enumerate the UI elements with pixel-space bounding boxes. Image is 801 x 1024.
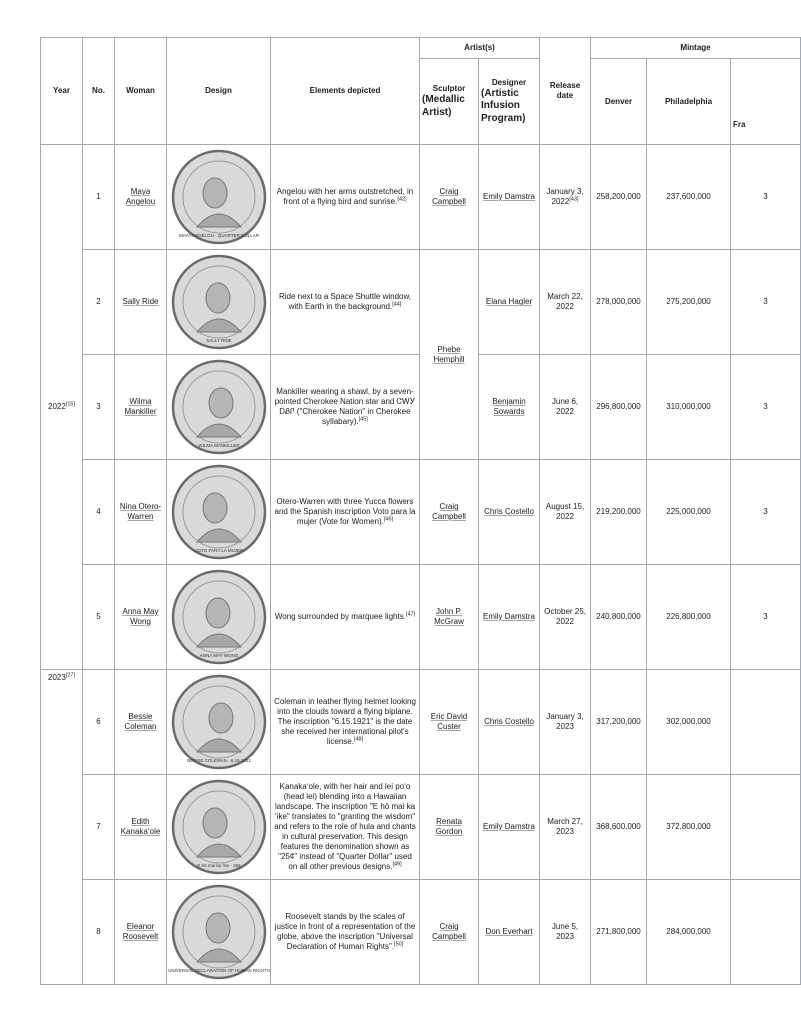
third-mint-mintage: 3 xyxy=(731,355,801,460)
coin-portrait xyxy=(206,283,230,313)
woman-cell xyxy=(115,775,167,880)
designer-cell xyxy=(479,355,540,460)
quarter-coin-image xyxy=(171,149,267,245)
header-third-mint: Fra xyxy=(731,59,801,145)
quarter-coin-image xyxy=(171,674,267,770)
header-elements: Elements depicted xyxy=(271,38,420,145)
design-cell[interactable] xyxy=(167,145,271,250)
designer-link[interactable]: Emily Damstra xyxy=(483,612,536,621)
designer-link[interactable]: Emily Damstra xyxy=(483,822,536,831)
table-row xyxy=(41,775,801,880)
header-number: No. xyxy=(83,38,115,145)
designer-cell xyxy=(479,460,540,565)
elements-text: Roosevelt stands by the scales of justice in front of a representation of the globe, above the inscription "Universal Declaration of Human Rights". xyxy=(274,912,416,951)
elements-ref[interactable]: [48] xyxy=(353,736,364,743)
woman-cell xyxy=(115,250,167,355)
header-sculptor-sub: (Medallic Artist) xyxy=(422,94,465,118)
third-mint-mintage xyxy=(731,670,801,775)
third-mint-mintage xyxy=(731,775,801,880)
designer-cell xyxy=(479,250,540,355)
design-cell[interactable] xyxy=(167,670,271,775)
woman-cell xyxy=(115,880,167,985)
denver-mintage: 296,800,000 xyxy=(591,355,647,460)
year-label: 2022 xyxy=(48,402,66,411)
sculptor-cell xyxy=(420,565,479,670)
elements-text: Angelou with her arms outstretched, in front of a flying bird and sunrise. xyxy=(276,187,414,206)
coin-portrait xyxy=(209,703,233,733)
sculptor-cell-shared xyxy=(420,250,479,460)
third-mint-mintage: 3 xyxy=(731,145,801,250)
coin-inscription: E hō mai ka ʻike · 25¢ xyxy=(196,863,241,868)
table-row xyxy=(41,460,801,565)
elements-cell xyxy=(271,460,420,565)
coin-number: 8 xyxy=(83,880,115,985)
woman-cell xyxy=(115,565,167,670)
coin-inscription: SALLY RIDE xyxy=(205,338,232,343)
header-woman: Woman xyxy=(115,38,167,145)
elements-ref[interactable]: [47] xyxy=(405,611,416,618)
designer-link[interactable]: Don Everhart xyxy=(485,927,533,936)
woman-link[interactable]: Eleanor Roosevelt xyxy=(122,922,159,941)
coin-number: 3 xyxy=(83,355,115,460)
coin-inscription: VOTO PARA LA MUJER xyxy=(194,548,243,553)
designer-cell xyxy=(479,565,540,670)
woman-cell xyxy=(115,460,167,565)
table-row xyxy=(41,880,801,985)
designer-link[interactable]: Benjamin Sowards xyxy=(492,397,526,416)
coin-portrait xyxy=(203,178,227,208)
release-cell xyxy=(540,880,591,985)
header-sculptor xyxy=(420,59,479,145)
philadelphia-mintage: 275,200,000 xyxy=(647,250,731,355)
woman-cell xyxy=(115,145,167,250)
quarter-coin-image xyxy=(171,569,267,665)
coin-inscription: UNIVERSAL DECLARATION OF HUMAN RIGHTS xyxy=(167,968,270,973)
elements-cell xyxy=(271,250,420,355)
denver-mintage: 258,200,000 xyxy=(591,145,647,250)
sculptor-cell xyxy=(420,145,479,250)
coin-number: 2 xyxy=(83,250,115,355)
american-women-quarters-table xyxy=(40,37,801,985)
sculptor-cell xyxy=(420,670,479,775)
designer-link[interactable]: Emily Damstra xyxy=(483,192,536,201)
elements-text: Otero-Warren with three Yucca flowers and the Spanish inscription Voto para la mujer (Vote for Women). xyxy=(274,497,416,526)
elements-text: Coleman in leather flying helmet looking into the clouds toward a flying biplane. The inscription "6.15.1921" is the date she received her international pilot's license. xyxy=(274,697,416,746)
sculptor-link[interactable]: Craig Campbell xyxy=(432,922,466,941)
third-mint-mintage: 3 xyxy=(731,460,801,565)
release-date: June 6, 2022 xyxy=(551,397,579,416)
coin-number: 7 xyxy=(83,775,115,880)
designer-link[interactable]: Elana Hagler xyxy=(485,297,533,306)
quarter-coin-image xyxy=(171,359,267,455)
header-year: Year xyxy=(41,38,83,145)
sculptor-link[interactable]: John P. McGraw xyxy=(434,607,464,626)
sculptor-link[interactable]: Phebe Hemphill xyxy=(433,344,465,364)
philadelphia-mintage: 310,000,000 xyxy=(647,355,731,460)
third-mint-mintage: 3 xyxy=(731,250,801,355)
design-cell[interactable] xyxy=(167,565,271,670)
coin-portrait xyxy=(206,913,230,943)
designer-cell xyxy=(479,670,540,775)
woman-link[interactable]: Anna May Wong xyxy=(122,607,159,626)
release-date: January 3, 2023 xyxy=(546,712,584,731)
denver-mintage: 278,000,000 xyxy=(591,250,647,355)
release-cell xyxy=(540,460,591,565)
table-viewport xyxy=(40,37,768,973)
sculptor-link[interactable]: Craig Campbell xyxy=(432,187,466,206)
table-row xyxy=(41,565,801,670)
year-cell-2023 xyxy=(41,670,83,985)
quarter-coin-image xyxy=(171,254,267,350)
sculptor-link[interactable]: Craig Campbell xyxy=(432,502,466,521)
elements-text: Wong surrounded by marquee lights. xyxy=(274,612,406,621)
elements-ref[interactable]: [45] xyxy=(358,416,368,423)
elements-cell xyxy=(271,565,420,670)
denver-mintage: 219,200,000 xyxy=(591,460,647,565)
woman-cell xyxy=(115,670,167,775)
coin-inscription: MAYA ANGELOU · QUARTER DOLLAR xyxy=(178,233,259,238)
woman-link[interactable]: Wilma Mankiller xyxy=(124,397,157,416)
release-date: August 15, 2022 xyxy=(545,502,585,521)
woman-link[interactable]: Edith Kanakaʻole xyxy=(120,817,161,836)
elements-cell xyxy=(271,775,420,880)
coin-inscription: BESSIE COLEMAN · 6.15.1921 xyxy=(186,758,251,763)
elements-ref[interactable]: [49] xyxy=(392,861,402,868)
woman-link[interactable]: Bessie Coleman xyxy=(124,712,157,731)
quarter-coin-image xyxy=(167,884,270,980)
header-mintage: Mintage xyxy=(591,38,801,59)
philadelphia-mintage: 226,800,000 xyxy=(647,565,731,670)
designer-cell xyxy=(479,775,540,880)
elements-ref[interactable]: [42] xyxy=(397,196,407,203)
coin-portrait xyxy=(206,598,230,628)
third-mint-mintage xyxy=(731,880,801,985)
release-ref[interactable]: [43] xyxy=(569,196,579,203)
header-design: Design xyxy=(167,38,271,145)
designer-cell xyxy=(479,880,540,985)
woman-link[interactable]: Maya Angelou xyxy=(125,187,156,206)
elements-ref[interactable]: [46] xyxy=(383,516,394,523)
release-cell xyxy=(540,145,591,250)
denver-mintage: 368,600,000 xyxy=(591,775,647,880)
table-row xyxy=(41,670,801,775)
sculptor-link[interactable]: Renata Gordon xyxy=(435,817,463,836)
header-designer-label: Designer xyxy=(491,77,527,87)
elements-cell xyxy=(271,670,420,775)
release-date: March 27, 2023 xyxy=(547,817,583,836)
design-cell[interactable] xyxy=(167,250,271,355)
sculptor-cell xyxy=(420,880,479,985)
elements-text: Mankiller wearing a shawl, by a seven-pointed Cherokee Nation star and ᏣᎳᎩ ᎠᏰᎵ ("Cherokee Nation" in Cherokee syllabary). xyxy=(274,387,416,426)
design-cell[interactable] xyxy=(167,460,271,565)
elements-text: Kanakaʻole, with her hair and lei poʻo (head lei) blending into a Hawaiian landscape. The inscription "E hō mai ka ʻike" translates to "granting the wisdom" and refers to the role of hula and chants in cultural preservation. This design features the denomination shown as "25¢" instead of "Quarter Dollar" used on all other previous designs. xyxy=(274,782,416,871)
elements-ref[interactable]: [50] xyxy=(394,941,404,948)
table-body xyxy=(41,145,801,985)
philadelphia-mintage: 372,800,000 xyxy=(647,775,731,880)
philadelphia-mintage: 225,000,000 xyxy=(647,460,731,565)
elements-cell xyxy=(271,880,420,985)
header-artists: Artist(s) xyxy=(420,38,540,59)
release-date: June 5, 2023 xyxy=(551,922,579,941)
woman-cell xyxy=(115,355,167,460)
denver-mintage: 271,800,000 xyxy=(591,880,647,985)
header-sculptor-label: Sculptor xyxy=(432,84,466,93)
table-row xyxy=(41,145,801,250)
quarter-coin-image xyxy=(171,779,267,875)
woman-link[interactable]: Nina Otero-Warren xyxy=(119,502,162,521)
year-ref[interactable]: [15] xyxy=(65,401,75,408)
release-cell xyxy=(540,355,591,460)
design-cell[interactable] xyxy=(167,775,271,880)
release-cell xyxy=(540,670,591,775)
philadelphia-mintage: 237,600,000 xyxy=(647,145,731,250)
designer-link[interactable]: Chris Costello xyxy=(484,717,534,726)
release-cell xyxy=(540,565,591,670)
coin-number: 4 xyxy=(83,460,115,565)
elements-text: Ride next to a Space Shuttle window, with Earth in the background. xyxy=(278,292,412,311)
sculptor-cell xyxy=(420,775,479,880)
year-ref[interactable]: [27] xyxy=(65,672,75,679)
quarter-coin-image xyxy=(171,464,267,560)
coin-inscription: ANNA MAY WONG xyxy=(199,653,238,658)
header-philadelphia: Philadelphia xyxy=(647,59,731,145)
coin-portrait xyxy=(203,493,227,523)
release-cell xyxy=(540,775,591,880)
coin-inscription: WILMA MANKILLER xyxy=(197,443,240,448)
denver-mintage: 240,800,000 xyxy=(591,565,647,670)
header-release: Release date xyxy=(540,38,591,145)
release-date: March 22, 2022 xyxy=(547,292,583,311)
coin-number: 5 xyxy=(83,565,115,670)
coin-portrait xyxy=(203,808,227,838)
designer-cell xyxy=(479,145,540,250)
coin-portrait xyxy=(209,388,233,418)
denver-mintage: 317,200,000 xyxy=(591,670,647,775)
table-row xyxy=(41,250,801,355)
release-cell xyxy=(540,250,591,355)
philadelphia-mintage: 302,000,000 xyxy=(647,670,731,775)
philadelphia-mintage: 284,000,000 xyxy=(647,880,731,985)
release-date: October 25, 2022 xyxy=(544,607,586,626)
release-date: January 3, 2022 xyxy=(546,187,584,206)
third-mint-mintage: 3 xyxy=(731,565,801,670)
year-label: 2023 xyxy=(48,673,66,682)
sculptor-link[interactable]: Eric David Custer xyxy=(430,712,468,731)
year-cell-2022 xyxy=(41,145,83,670)
header-designer xyxy=(479,59,540,145)
designer-link[interactable]: Chris Costello xyxy=(484,507,534,516)
coin-number: 6 xyxy=(83,670,115,775)
elements-cell xyxy=(271,145,420,250)
sculptor-cell xyxy=(420,460,479,565)
design-cell[interactable] xyxy=(167,880,271,985)
design-cell[interactable] xyxy=(167,355,271,460)
header-denver: Denver xyxy=(591,59,647,145)
header-designer-sub: (Artistic Infusion Program) xyxy=(481,87,526,124)
elements-ref[interactable]: [44] xyxy=(392,301,402,308)
coin-number: 1 xyxy=(83,145,115,250)
elements-cell xyxy=(271,355,420,460)
woman-link[interactable]: Sally Ride xyxy=(122,297,159,306)
